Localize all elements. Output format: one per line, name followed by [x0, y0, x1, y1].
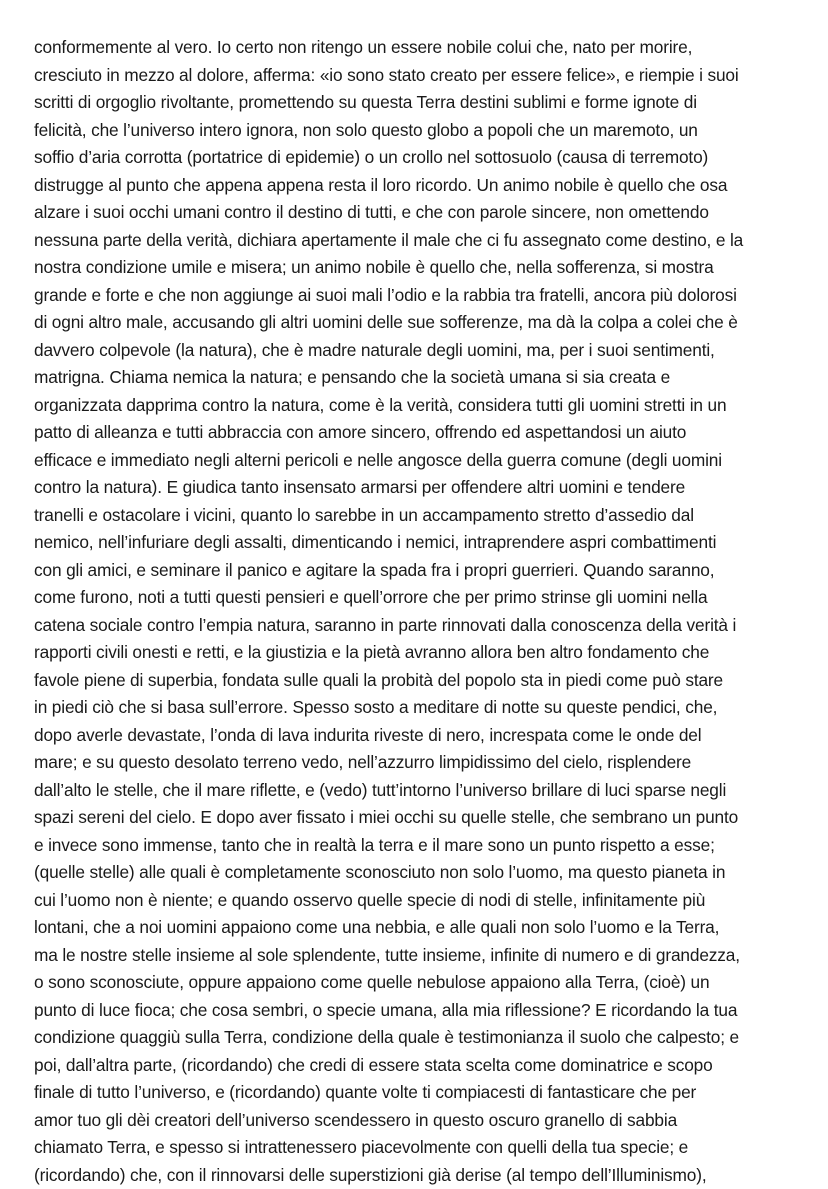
text-line: o sono sconosciute, oppure appaiono come quelle nebulose appaiono alla Terra, (cioè) un [34, 969, 824, 997]
text-line: organizzata dapprima contro la natura, come è la verità, considera tutti gli uomini stretti in un [34, 392, 824, 420]
text-line: in piedi ciò che si basa sull’errore. Spesso sosto a meditare di notte su queste pendici, che, [34, 694, 824, 722]
text-line: e invece sono immense, tanto che in realtà la terra e il mare sono un punto rispetto a esse; [34, 832, 824, 860]
text-line: finale di tutto l’universo, e (ricordando) quante volte ti compiacesti di fantasticare che per [34, 1079, 824, 1107]
text-line: conformemente al vero. Io certo non ritengo un essere nobile colui che, nato per morire, [34, 34, 824, 62]
text-line: rapporti civili onesti e retti, e la giustizia e la pietà avranno allora ben altro fondamento che [34, 639, 824, 667]
text-line: come furono, noti a tutti questi pensieri e quell’orrore che per primo strinse gli uomini nella [34, 584, 824, 612]
text-line: tranelli e ostacolare i vicini, quanto lo sarebbe in un accampamento stretto d’assedio dal [34, 502, 824, 530]
text-line: felicità, che l’universo intero ignora, non solo questo globo a popoli che un maremoto, un [34, 117, 824, 145]
text-line: patto di alleanza e tutti abbraccia con amore sincero, offrendo ed aspettandosi un aiuto [34, 419, 824, 447]
text-line: distrugge al punto che appena appena resta il loro ricordo. Un animo nobile è quello che osa [34, 172, 824, 200]
document-page [34, 34, 824, 1189]
text-line: spazi sereni del cielo. E dopo aver fissato i miei occhi su quelle stelle, che sembrano un punto [34, 804, 824, 832]
text-line: catena sociale contro l’empia natura, saranno in parte rinnovati dalla conoscenza della verità i [34, 612, 824, 640]
text-line: amor tuo gli dèi creatori dell’universo scendessero in questo oscuro granello di sabbia [34, 1107, 824, 1135]
text-line: ma le nostre stelle insieme al sole splendente, tutte insieme, infinite di numero e di grandezza, [34, 942, 824, 970]
text-line: dall’alto le stelle, che il mare riflette, e (vedo) tutt’intorno l’universo brillare di luci sparse negli [34, 777, 824, 805]
text-line: nessuna parte della verità, dichiara apertamente il male che ci fu assegnato come destino, e la [34, 227, 824, 255]
text-line: scritti di orgoglio rivoltante, promettendo su questa Terra destini sublimi e forme ignote di [34, 89, 824, 117]
text-line: chiamato Terra, e spesso si intrattenessero piacevolmente con quelli della tua specie; e [34, 1134, 824, 1162]
text-line: condizione quaggiù sulla Terra, condizione della quale è testimonianza il suolo che calpesto; e [34, 1024, 824, 1052]
text-line: nostra condizione umile e misera; un animo nobile è quello che, nella sofferenza, si mostra [34, 254, 824, 282]
text-line: soffio d’aria corrotta (portatrice di epidemie) o un crollo nel sottosuolo (causa di terremoto) [34, 144, 824, 172]
text-line: cui l’uomo non è niente; e quando osservo quelle specie di nodi di stelle, infinitamente più [34, 887, 824, 915]
text-line: mare; e su questo desolato terreno vedo, nell’azzurro limpidissimo del cielo, risplendere [34, 749, 824, 777]
text-line: grande e forte e che non aggiunge ai suoi mali l’odio e la rabbia tra fratelli, ancora più dolorosi [34, 282, 824, 310]
text-line: nemico, nell’infuriare degli assalti, dimenticando i nemici, intraprendere aspri combattimenti [34, 529, 824, 557]
text-line: lontani, che a noi uomini appaiono come una nebbia, e alle quali non solo l’uomo e la Terra, [34, 914, 824, 942]
text-line: con gli amici, e seminare il panico e agitare la spada fra i propri guerrieri. Quando saranno, [34, 557, 824, 585]
text-line: poi, dall’altra parte, (ricordando) che credi di essere stata scelta come dominatrice e scopo [34, 1052, 824, 1080]
text-line: efficace e immediato negli alterni pericoli e nelle angosce della guerra comune (degli uomini [34, 447, 824, 475]
text-line: davvero colpevole (la natura), che è madre naturale degli uomini, ma, per i suoi sentimenti, [34, 337, 824, 365]
text-line: punto di luce fioca; che cosa sembri, o specie umana, alla mia riflessione? E ricordando la tua [34, 997, 824, 1025]
text-line: di ogni altro male, accusando gli altri uomini delle sue sofferenze, ma dà la colpa a colei che è [34, 309, 824, 337]
text-line: matrigna. Chiama nemica la natura; e pensando che la società umana si sia creata e [34, 364, 824, 392]
text-line: favole piene di superbia, fondata sulle quali la probità del popolo sta in piedi come può stare [34, 667, 824, 695]
text-line: alzare i suoi occhi umani contro il destino di tutti, e che con parole sincere, non omettendo [34, 199, 824, 227]
text-line: (quelle stelle) alle quali è completamente sconosciuto non solo l’uomo, ma questo pianeta in [34, 859, 824, 887]
text-line: (ricordando) che, con il rinnovarsi delle superstizioni già derise (al tempo dell’Illuminismo), [34, 1162, 824, 1189]
text-line: dopo averle devastate, l’onda di lava indurita riveste di nero, increspata come le onde del [34, 722, 824, 750]
text-line: cresciuto in mezzo al dolore, afferma: «io sono stato creato per essere felice», e riempie i suoi [34, 62, 824, 90]
text-line: contro la natura). E giudica tanto insensato armarsi per offendere altri uomini e tendere [34, 474, 824, 502]
